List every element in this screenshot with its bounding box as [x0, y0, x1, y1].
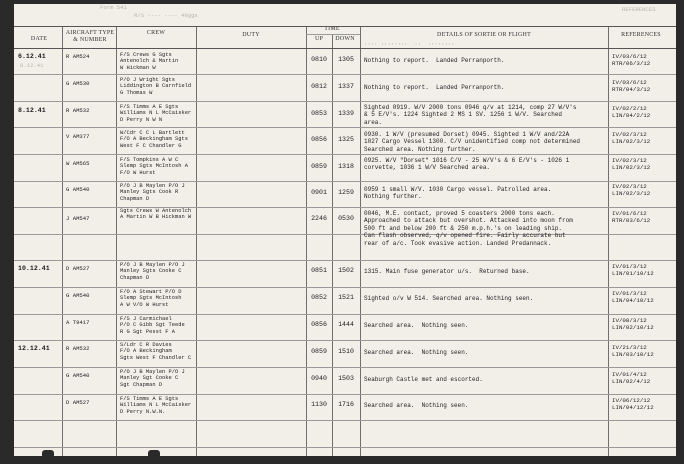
references-cell: IV/01/3/12 LIN/01/10/12 [612, 263, 654, 277]
punch-hole [148, 450, 160, 456]
aircraft-cell: R AM532 [66, 107, 90, 114]
row-rule [14, 127, 676, 128]
time-down-cell: 1305 [338, 56, 354, 63]
time-down-cell: 0530 [338, 215, 354, 222]
row-rule [14, 48, 676, 49]
details-cell: Searched area. Nothing seen. [364, 402, 469, 409]
row-rule [14, 234, 676, 235]
aircraft-cell: J AM547 [66, 215, 90, 222]
faint-date-ghost: 8.12.41 [20, 62, 44, 69]
row-rule [14, 260, 676, 261]
faint-overprint-text: R/S ---- ---- 49ggs [134, 12, 198, 19]
column-rule [62, 26, 63, 456]
date-cell: 10.12.41 [18, 265, 50, 272]
crew-cell: F/S Crews G Sgts Antenolch & Martin W Hickman W [120, 52, 179, 71]
time-up-cell: 0810 [311, 56, 327, 63]
crew-cell: F/S J Carmichael P/O C Gibb Sgt Teede R G Sgt Pesst F A [120, 316, 185, 335]
aircraft-cell: D AM527 [66, 399, 90, 406]
column-rule [332, 34, 333, 456]
crew-cell: P/O J B Maylen P/O J Manley Sgt Cooke C Sgt Chapman D [120, 369, 185, 388]
header-crew: CREW [146, 30, 166, 36]
faint-corner-ghost: REFERENCES [622, 6, 656, 13]
time-up-cell: 0856 [311, 136, 327, 143]
column-rule [196, 26, 197, 456]
row-rule [14, 394, 676, 395]
details-cell: Searched area. Nothing seen. [364, 322, 469, 329]
row-rule [14, 447, 676, 448]
crew-cell: S/Ldr C R Davies F/O A Beckingham Sgts West F Chandler C [120, 342, 192, 361]
row-rule [306, 34, 360, 35]
faint-header-ghost: '''' '''''''' '' '''''''' [364, 42, 455, 49]
aircraft-cell: R AM524 [66, 53, 90, 60]
aircraft-cell: D AM527 [66, 265, 90, 272]
column-rule [116, 26, 117, 456]
time-down-cell: 1339 [338, 110, 354, 117]
row-rule [14, 287, 676, 288]
crew-cell: F/S Tompkins A W C Slemp Sgts McIntosh A F/O W Hurst [120, 157, 188, 176]
details-cell: 1315. Main fuse generator u/s. Returned base. [364, 268, 530, 275]
time-up-cell: 0856 [311, 321, 327, 328]
row-rule [14, 26, 676, 27]
time-up-cell: 0940 [311, 375, 327, 382]
time-up-cell: 1130 [311, 401, 327, 408]
details-cell: Nothing to report. Landed Perranporth. [364, 84, 505, 91]
aircraft-cell: G AM530 [66, 80, 90, 87]
details-cell: Sighted 0919. W/V 2000 tons 0946 q/v at 1214, comp 27 W/V's & 5 E/V's. 1224 Sighted 2 MS 1 SV. 1256 1 W/V. Searched area. [364, 104, 577, 126]
time-up-cell: 0852 [311, 294, 327, 301]
row-rule [14, 367, 676, 368]
row-rule [14, 181, 676, 182]
header-time-down: DOWN [335, 36, 355, 42]
details-cell: Sighted o/v W 514. Searched area. Nothing seen. [364, 295, 534, 302]
time-down-cell: 1716 [338, 401, 354, 408]
header-details: DETAILS OF SORTIE OR FLIGHT [437, 32, 531, 38]
crew-cell: F/S Timms A E Sgts Williams N L McCaisker D Perry N W N [120, 104, 192, 123]
crew-cell: P/O J B Maylen P/O J Manley Sgts Cooke C Chapman D [120, 262, 185, 281]
crew-cell: W/Cdr C C L Bartlett F/O A Beckingham Sgts West F C Chandler G [120, 130, 188, 149]
header-date: DATE [30, 36, 48, 42]
references-cell: IV/02/3/12 LIN/02/3/12 [612, 183, 651, 197]
references-cell: IV/02/3/12 LIN/02/3/12 [612, 131, 651, 145]
references-cell: IV/02/3/12 LIN/02/3/12 [612, 157, 651, 171]
aircraft-cell: V AM377 [66, 133, 90, 140]
crew-cell: F/O A Stewart P/O D Slemp Sgts McIntosh A W V/O W Hurst [120, 289, 182, 308]
crew-cell: P/O J B Maylen P/O J Manley Sgts Cook R Chapman D [120, 183, 185, 202]
references-cell: IV/01/4/12 LIN/02/4/12 [612, 371, 651, 385]
form-serial: Form 541 [100, 4, 127, 11]
references-cell: IV/03/6/12 RTR/06/3/12 [612, 53, 651, 67]
aircraft-cell: A T9417 [66, 319, 90, 326]
row-rule [14, 74, 676, 75]
aircraft-cell: W AM565 [66, 160, 90, 167]
column-rule [608, 26, 609, 456]
time-up-cell: 0853 [311, 110, 327, 117]
references-cell: IV/03/6/12 RTR/04/3/12 [612, 79, 651, 93]
references-cell: IV/02/2/12 LIN/04/2/12 [612, 105, 651, 119]
header-references: REFERENCES [621, 32, 661, 38]
details-cell: Seaburgh Castle met and escorted. [364, 376, 483, 383]
punch-hole [42, 450, 54, 456]
details-cell: Nothing to report. Landed Perranporth. [364, 57, 505, 64]
time-down-cell: 1521 [338, 294, 354, 301]
crew-cell: F/S Timms A E Sgts Williams N L McCaisker D Perry N.W.N. [120, 396, 192, 415]
column-rule [306, 26, 307, 456]
time-up-cell: 0812 [311, 83, 327, 90]
header-time: TIME [324, 26, 340, 32]
aircraft-cell: G AM540 [66, 186, 90, 193]
time-down-cell: 1325 [338, 136, 354, 143]
details-cell: 0925. W/V "Dorset" 1016 C/V - 25 W/V's & 6 E/V's - 1026 1 corvette, 1036 1 W/V Searched area. [364, 157, 570, 172]
date-cell: 6.12.41 [18, 53, 46, 60]
aircraft-cell: G AM540 [66, 372, 90, 379]
time-up-cell: 0901 [311, 189, 327, 196]
time-down-cell: 1259 [338, 189, 354, 196]
time-down-cell: 1444 [338, 321, 354, 328]
aircraft-cell: R AM532 [66, 345, 90, 352]
header-duty: DUTY [242, 32, 260, 38]
references-cell: IV/06/12/12 LIN/04/12/12 [612, 397, 654, 411]
date-cell: 12.12.41 [18, 345, 50, 352]
document-page [14, 4, 676, 456]
time-down-cell: 1503 [338, 375, 354, 382]
row-rule [14, 154, 676, 155]
crew-cell: Sgts Crews W Antenolch A Martin W B Hickman W [120, 208, 192, 221]
aircraft-cell: G AM540 [66, 292, 90, 299]
time-up-cell: 2246 [311, 215, 327, 222]
date-cell: 8.12.41 [18, 107, 46, 114]
header-time-up: UP [314, 36, 324, 42]
row-rule [14, 340, 676, 341]
details-cell: Searched area. Nothing seen. [364, 349, 469, 356]
time-down-cell: 1318 [338, 163, 354, 170]
references-cell: IV/21/3/12 LIN/03/10/12 [612, 344, 654, 358]
references-cell: IV/01/3/12 LIN/04/10/12 [612, 290, 654, 304]
details-cell: 0959 1 small W/V. 1030 Cargo vessel. Patrolled area. Nothing further. [364, 186, 552, 201]
row-rule [14, 420, 676, 421]
time-up-cell: 0859 [311, 348, 327, 355]
details-cell: 0046, M.E. contact, proved 5 coasters 2000 tons each. Approached to attack but overshot. Attacked into moon from 500 ft and below 200 ft & 250 m.p.h.'s on leading ship. Can flash observed, q/v opened fire. Fairly accurate but rear of a/c. Took evasive action. Landed Predannack. [364, 210, 573, 247]
crew-cell: P/O J Wright Sgts Liddington B Carnfield G Thomas W [120, 77, 192, 96]
time-up-cell: 0851 [311, 267, 327, 274]
column-rule [360, 26, 361, 456]
time-down-cell: 1502 [338, 267, 354, 274]
time-down-cell: 1337 [338, 83, 354, 90]
row-rule [14, 207, 676, 208]
time-up-cell: 0859 [311, 163, 327, 170]
references-cell: IV/01/6/12 RTR/03/6/12 [612, 210, 651, 224]
header-aircraft: AIRCRAFT TYPE & NUMBER [65, 30, 115, 43]
row-rule [14, 314, 676, 315]
details-cell: 0930. 1 W/V (presumed Dorset) 0945. Sighted 1 W/V and/22A 1027 Cargo Vessel 1300. C/V unidentified comp not determined Searched area. Nothing further. [364, 131, 581, 153]
references-cell: IV/08/3/12 LIN/02/10/12 [612, 317, 654, 331]
row-rule [14, 101, 676, 102]
time-down-cell: 1510 [338, 348, 354, 355]
